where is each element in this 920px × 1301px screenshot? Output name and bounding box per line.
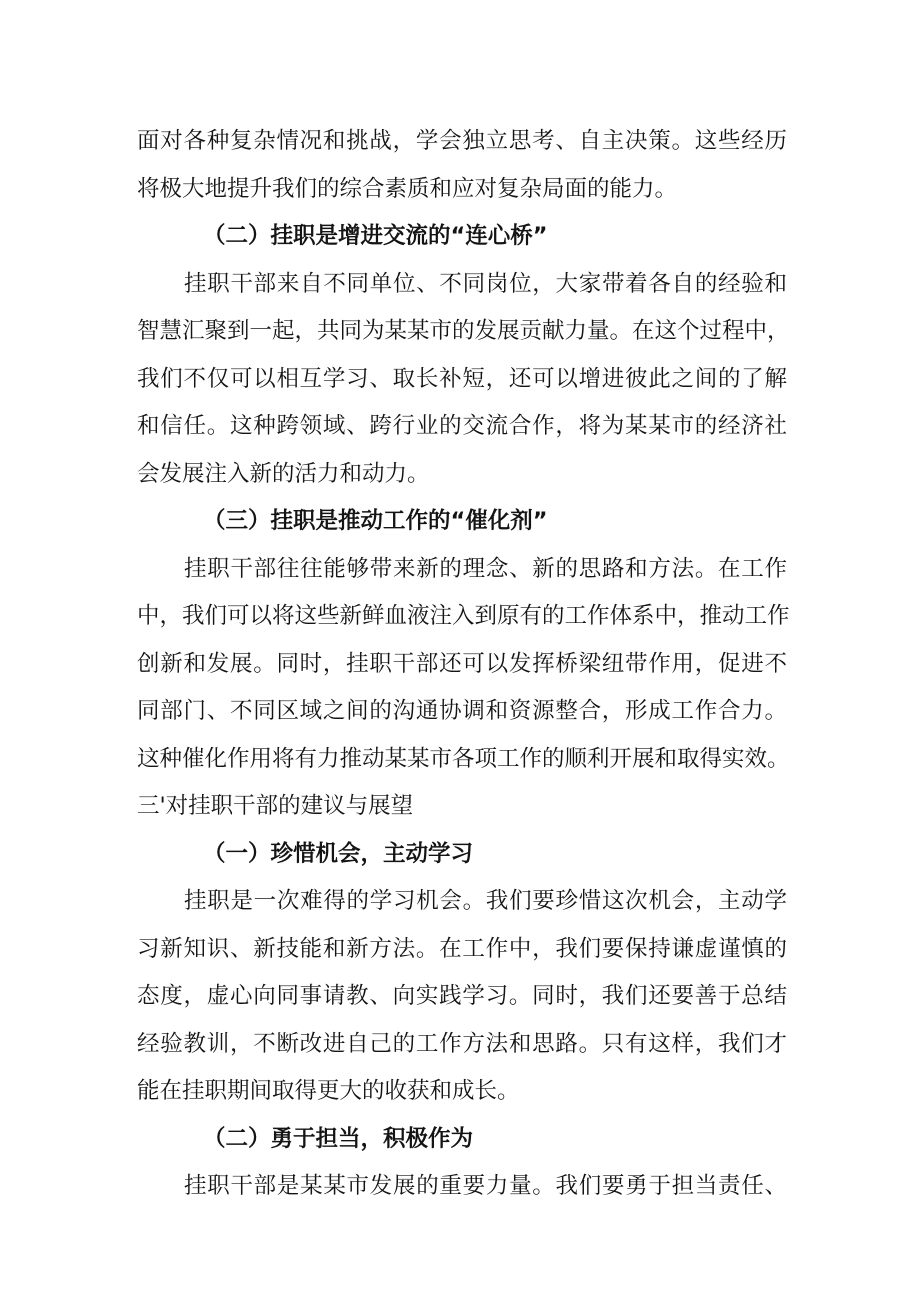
document-page <box>137 118 790 1211</box>
body-line: 挂职干部往往能够带来新的理念、新的思路和方法。在工作 <box>184 555 787 582</box>
section-subheading: （二）挂职是增进交流的“连心桥” <box>203 223 548 249</box>
section-subheading: （二）勇于担当，积极作为 <box>203 1125 474 1152</box>
body-line: 和信任。这种跨领域、跨行业的交流合作，将为某某市的经济社 <box>137 413 787 439</box>
body-line: 将极大地提升我们的综合素质和应对复杂局面的能力。 <box>137 175 678 202</box>
body-line: 会发展注入新的活力和动力。 <box>137 460 430 487</box>
body-line: 态度，虚心向同事请教、向实践学习。同时，我们还要善于总结 <box>137 983 787 1009</box>
body-line: 中，我们可以将这些新鲜血液注入到原有的工作体系中，推动工作 <box>137 603 790 629</box>
body-line: 面对各种复杂情况和挑战，学会独立思考、自主决策。这些经历 <box>137 128 787 154</box>
body-line: 同部门、不同区域之间的沟通协调和资源整合，形成工作合力。 <box>137 698 787 724</box>
body-line: 这种催化作用将有力推动某某市各项工作的顺利开展和取得实效。 <box>137 745 790 772</box>
body-line: 创新和发展。同时，挂职干部还可以发挥桥梁纽带作用，促进不 <box>137 650 787 677</box>
body-line: 智慧汇聚到一起，共同为某某市的发展贡献力量。在这个过程中， <box>137 318 790 344</box>
body-line: 挂职干部是某某市发展的重要力量。我们要勇于担当责任、 <box>184 1173 787 1199</box>
body-line: 经验教训，不断改进自己的工作方法和思路。只有这样，我们才 <box>137 1030 787 1057</box>
body-line: 挂职干部来自不同单位、不同岗位，大家带着各自的经验和 <box>184 270 787 297</box>
body-line: 挂职是一次难得的学习机会。我们要珍惜这次机会，主动学 <box>184 888 787 914</box>
section-subheading: （一）珍惜机会，主动学习 <box>203 840 474 867</box>
body-line: 我们不仅可以相互学习、取长补短，还可以增进彼此之间的了解 <box>137 365 787 392</box>
body-line: 能在挂职期间取得更大的收获和成长。 <box>137 1078 520 1104</box>
section-subheading: （三）挂职是推动工作的“催化剂” <box>203 508 548 534</box>
body-line: 习新知识、新技能和新方法。在工作中，我们要保持谦虚谨慎的 <box>137 935 787 962</box>
section-heading: 三'对挂职干部的建议与展望 <box>137 793 414 819</box>
